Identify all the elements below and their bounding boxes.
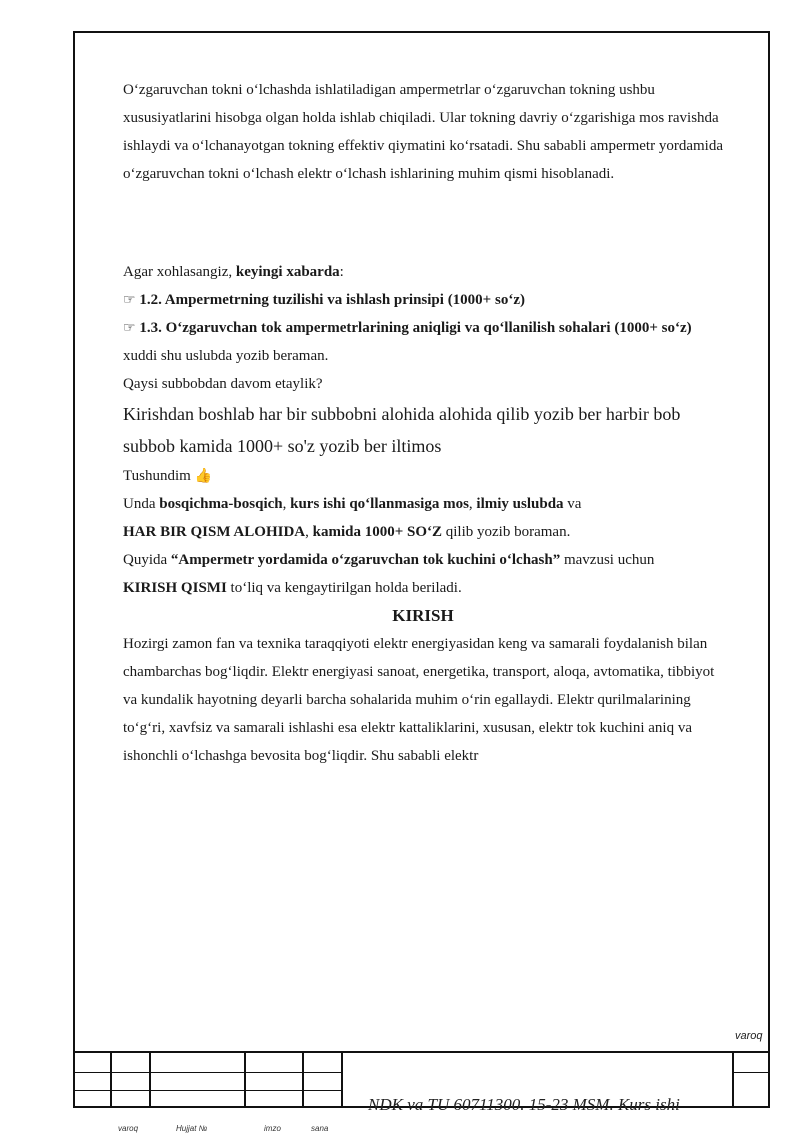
document-code: NDK va TU 60711300. 15-23 MSM. Kurs ishi	[368, 1095, 680, 1114]
stamp-divider	[302, 1053, 304, 1108]
next-item-2: ☞ 1.3. O‘zgaruvchan tok ampermetrlarining aniqligi va qo‘llanilish sohalari (1000+ so‘z)	[123, 320, 692, 336]
stamp-row-line	[732, 1072, 770, 1073]
stamp-divider	[341, 1053, 343, 1108]
reply-line-2: HAR BIR QISM ALOHIDA, kamida 1000+ SO‘Z qilib yozib boraman.	[123, 524, 571, 540]
reply-line-4: KIRISH QISMI to‘liq va kengaytirilgan holda beriladi.	[123, 580, 462, 596]
write-line: xuddi shu uslubda yozib beraman.	[123, 348, 329, 364]
spacer	[123, 188, 723, 258]
understood-line: Tushundim 👍	[123, 468, 212, 484]
stamp-divider	[732, 1053, 734, 1108]
user-request: Kirishdan boshlab har bir subbobni alohida alohida qilib yozib ber harbir bob subbob kamida 1000+ so'z yozib ber iltimos	[123, 404, 681, 456]
stamp-label-sheet: varoq	[118, 1124, 139, 1133]
stamp-divider	[110, 1053, 112, 1108]
reply-line-3: Quyida “Ampermetr yordamida o‘zgaruvchan tok kuchini o‘lchash” mavzusi uchun	[123, 552, 655, 568]
stamp-label-signature: imzo	[264, 1124, 281, 1133]
stamp-label-doc-number: Hujjat №	[176, 1124, 208, 1133]
offer-line: Agar xohlasangiz, keyingi xabarda:	[123, 264, 344, 280]
section-heading: KIRISH	[392, 606, 454, 625]
stamp-divider	[244, 1053, 246, 1108]
intro-paragraph: Hozirgi zamon fan va texnika taraqqiyoti elektr energiyasidan keng va samarali foydalanish bilan chambarchas bog‘liqdir. Elektr energiyasi sanoat, energetika, transport, aloqa, avtomatika, tibbiyot va kundalik hayotning deyarli barcha sohalarida muhim o‘rin egallaydi. Elektr qurilmalarining to‘g‘ri, xavfsiz va samarali ishlashi esa elektr kattaliklarini, xususan, elektr tok kuchini aniq va ishonchli o‘lchashga bevosita bog‘liqdir. Shu sababli elektr	[123, 636, 715, 764]
paragraph-1: O‘zgaruvchan tokni o‘lchashda ishlatiladigan ampermetrlar o‘zgaruvchan tokning ushbu xususiyatlarini hisobga olgan holda ishlab chiqiladi. Ular tokning davriy o‘zgarishiga mos ravishda ishlaydi va o‘lchanayotgan tokning effektiv qiymatini ko‘rsatadi. Shu sababli ampermetr yordamida o‘zgaruvchan tokni o‘lchash elektr o‘lchash ishlarining muhim qismi hisoblanadi.	[123, 82, 723, 182]
thumbs-up-icon: 👍	[194, 468, 212, 484]
next-item-1: ☞ 1.2. Ampermetrning tuzilishi va ishlash prinsipi (1000+ so‘z)	[123, 292, 525, 308]
pointing-hand-icon: ☞	[123, 320, 136, 336]
question-line: Qaysi subbobdan davom etaylik?	[123, 376, 323, 392]
reply-line-1: Unda bosqichma-bosqich, kurs ishi qo‘llanmasiga mos, ilmiy uslubda va	[123, 496, 582, 512]
pointing-hand-icon: ☞	[123, 292, 136, 308]
stamp-label-date: sana	[311, 1124, 329, 1133]
document-body	[123, 76, 723, 770]
stamp-divider	[149, 1053, 151, 1108]
stamp-row-line	[73, 1072, 343, 1073]
sheet-label: varoq	[735, 1030, 763, 1042]
stamp-row-line	[73, 1090, 343, 1091]
